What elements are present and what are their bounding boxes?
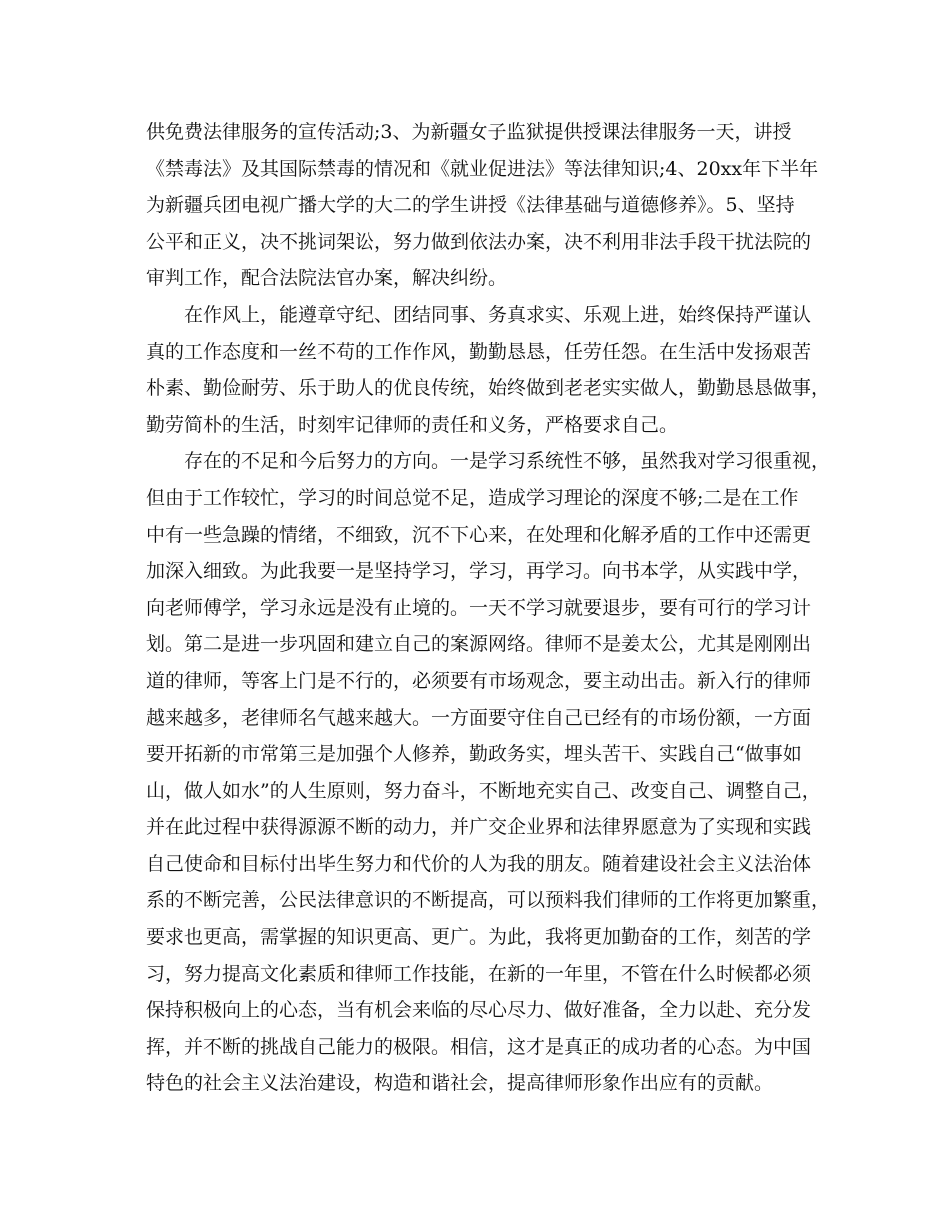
text-line: 保持积极向上的心态，当有机会来临的尽心尽力、做好准备，全力以赴、充分发 (146, 999, 812, 1022)
text-line: 山，做人如水”的人生原则，努力奋斗，不断地充实自己、改变自己、调整自己， (146, 779, 821, 802)
text-line: 公平和正义，决不挑词架讼，努力做到依法办案，决不利用非法手段干扰法院的 (146, 230, 812, 253)
text-line: 《禁毒法》及其国际禁毒的情况和《就业促进法》等法律知识;4、20xx年下半年 (146, 157, 819, 180)
text-line: 为新疆兵团电视广播大学的大二的学生讲授《法律基础与道德修养》。5、坚持 (146, 194, 795, 217)
text-line: 要求也更高，需掌握的知识更高、更广。为此，我将更加勤奋的工作，刻苦的学 (146, 926, 812, 949)
text-line: 加深入细致。为此我要一是坚持学习，学习，再学习。向书本学，从实践中学， (146, 560, 812, 583)
text-line: 勤劳简朴的生活，时刻牢记律师的责任和义务，严格要求自己。 (146, 413, 679, 436)
text-line: 自己使命和目标付出毕生努力和代价的人为我的朋友。随着建设社会主义法治体 (146, 852, 812, 875)
text-line: 向老师傅学，学习永远是没有止境的。一天不学习就要退步，要有可行的学习计 (146, 596, 812, 619)
text-line: 朴素、勤俭耐劳、乐于助人的优良传统，始终做到老老实实做人，勤勤恳恳做事， (146, 377, 831, 400)
text-line: 但由于工作较忙，学习的时间总觉不足，造成学习理论的深度不够;二是在工作 (146, 486, 799, 509)
text-line: 划。第二是进一步巩固和建立自己的案源网络。律师不是姜太公，尤其是刚刚出 (146, 633, 812, 656)
text-line: 并在此过程中获得源源不断的动力，并广交企业界和法律界愿意为了实现和实践 (146, 816, 812, 839)
text-line: 挥，并不断的挑战自己能力的极限。相信，这才是真正的成功者的心态。为中国 (146, 1035, 812, 1058)
text-line: 道的律师，等客上门是不行的，必须要有市场观念，要主动出击。新入行的律师 (146, 669, 812, 692)
text-line: 越来越多，老律师名气越来越大。一方面要守住自己已经有的市场份额，一方面 (146, 706, 812, 729)
document-body (146, 114, 831, 1102)
text-line: 审判工作，配合法院法官办案，解决纠纷。 (146, 267, 508, 290)
text-line: 供免费法律服务的宣传活动;3、为新疆女子监狱提供授课法律服务一天，讲授 (146, 121, 792, 143)
text-line: 习，努力提高文化素质和律师工作技能，在新的一年里，不管在什么时候都必须 (146, 962, 812, 985)
text-line: 特色的社会主义法治建设，构造和谐社会，提高律师形象作出应有的贡献。 (146, 1072, 774, 1095)
text-line: 中有一些急躁的情绪，不细致，沉不下心来，在处理和化解矛盾的工作中还需更 (146, 523, 812, 546)
text-line: 真的工作态度和一丝不苟的工作作风，勤勤恳恳，任劳任怨。在生活中发扬艰苦 (146, 340, 812, 363)
text-line: 系的不断完善，公民法律意识的不断提高，可以预料我们律师的工作将更加繁重， (146, 889, 831, 912)
text-line: 要开拓新的市常第三是加强个人修养，勤政务实，埋头苦干、实践自己“做事如 (146, 743, 802, 766)
paragraph-first-line: 存在的不足和今后努力的方向。一是学习系统性不够，虽然我对学习很重视， (184, 450, 831, 473)
paragraph-first-line: 在作风上，能遵章守纪、团结同事、务真求实、乐观上进，始终保持严谨认 (184, 303, 812, 326)
